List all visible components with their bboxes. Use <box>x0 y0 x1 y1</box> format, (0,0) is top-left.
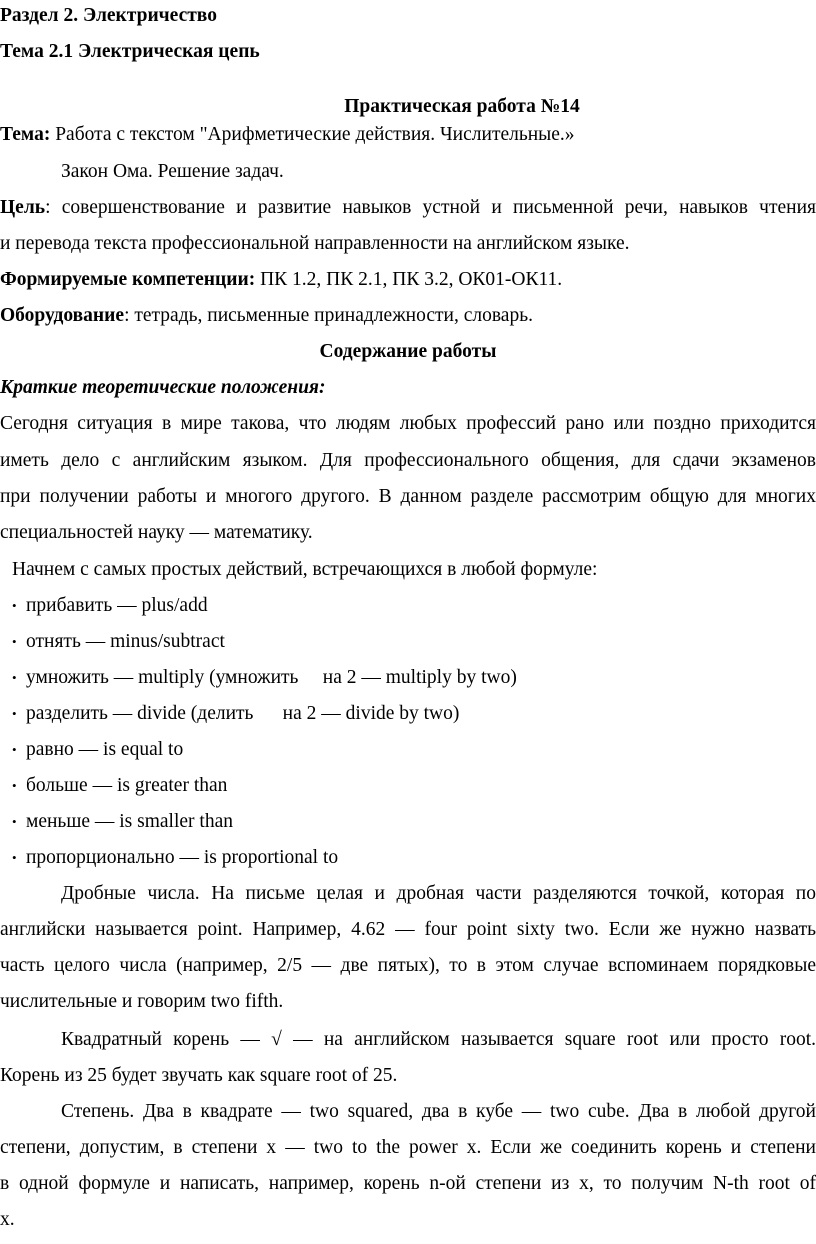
intro-line: иметь дело с английским языком. Для профессионального общения, для сдачи экзаменов <box>0 450 816 471</box>
goal-text: : совершенствование и развитие навыков устной и письменной речи, навыков чтения <box>45 197 816 218</box>
list-item <box>12 772 227 800</box>
intro-line: Сегодня ситуация в мире такова, что людям любых профессий рано или поздно приходится <box>0 413 816 434</box>
theory-heading: Краткие теоретические положения: <box>0 377 326 398</box>
root-line: Квадратный корень — √ — на английском называется square root или просто root. <box>61 1029 816 1050</box>
goal-label: Цель <box>0 197 46 218</box>
fractions-line: часть целого числа (например, 2/5 — две пятых), то в этом случае вспоминаем порядковые <box>0 955 816 976</box>
competencies-line <box>0 266 816 294</box>
bullet-icon: • <box>12 742 17 757</box>
competencies-label: Формируемые компетенции: <box>0 269 256 290</box>
power-line: x. <box>0 1209 15 1230</box>
theme-label: Тема: <box>0 124 51 145</box>
topic-heading: Тема 2.1 Электрическая цепь <box>0 41 260 62</box>
list-item <box>12 808 233 836</box>
bullet-icon: • <box>12 814 17 829</box>
bullet-icon: • <box>12 670 17 685</box>
list-item <box>12 844 338 872</box>
competencies-text: ПК 1.2, ПК 2.1, ПК 3.2, ОК01-ОК11. <box>255 269 563 290</box>
intro-line: при получении работы и многого другого. В данном разделе рассмотрим общую для многих <box>0 486 816 507</box>
power-line: степени, допустим, в степени x — two to the power x. Если же соединить корень и степени <box>0 1137 816 1158</box>
list-item-text: разделить — divide (делить на 2 — divide by two) <box>26 703 460 724</box>
power-line: Степень. Два в квадрате — two squared, два в кубе — two cube. Два в любой другой <box>61 1101 816 1122</box>
list-item <box>12 736 183 764</box>
list-item-text: равно — is equal to <box>26 739 184 760</box>
list-item-text: пропорционально — is proportional to <box>26 847 339 868</box>
equipment-line <box>0 302 816 330</box>
fractions-line: числительные и говорим two fifth. <box>0 991 284 1012</box>
equipment-label: Оборудование <box>0 305 125 326</box>
bullet-icon: • <box>12 778 17 793</box>
list-item-text: прибавить — plus/add <box>26 595 208 616</box>
theme-text: Работа с текстом "Арифметические действия. Числительные.» <box>50 124 575 145</box>
bullet-icon: • <box>12 706 17 721</box>
list-item-text: отнять — minus/subtract <box>26 631 225 652</box>
list-item-text: умножить — multiply (умножить на 2 — multiply by two) <box>26 667 517 688</box>
bullet-icon: • <box>12 598 17 613</box>
content-heading: Содержание работы <box>319 341 497 362</box>
practical-title: Практическая работа №14 <box>344 96 580 117</box>
list-item <box>12 628 225 656</box>
list-intro: Начнем с самых простых действий, встречающихся в любой формуле: <box>12 559 598 580</box>
list-item-text: меньше — is smaller than <box>26 811 233 832</box>
section-heading: Раздел 2. Электричество <box>0 5 217 26</box>
power-line: в одной формуле и написать, например, корень n-ой степени из x, то получим N-th root of <box>0 1173 816 1194</box>
theme-line-2: Закон Ома. Решение задач. <box>61 161 284 182</box>
bullet-icon: • <box>12 634 17 649</box>
list-item <box>12 592 208 620</box>
list-item <box>12 664 517 692</box>
theme-line <box>0 121 816 149</box>
bullet-icon: • <box>12 850 17 865</box>
fractions-line: английски называется point. Например, 4.62 — four point sixty two. Если же нужно назвать <box>0 919 816 940</box>
fractions-line: Дробные числа. На письме целая и дробная части разделяются точкой, которая по <box>61 883 816 904</box>
intro-line: специальностей науку — математику. <box>0 522 313 543</box>
list-item-text: больше — is greater than <box>26 775 228 796</box>
equipment-text: : тетрадь, письменные принадлежности, словарь. <box>124 305 533 326</box>
list-item <box>12 700 459 728</box>
goal-line <box>0 194 816 222</box>
root-line: Корень из 25 будет звучать как square root of 25. <box>0 1065 398 1086</box>
goal-line-2: и перевода текста профессиональной направленности на английском языке. <box>0 233 630 254</box>
